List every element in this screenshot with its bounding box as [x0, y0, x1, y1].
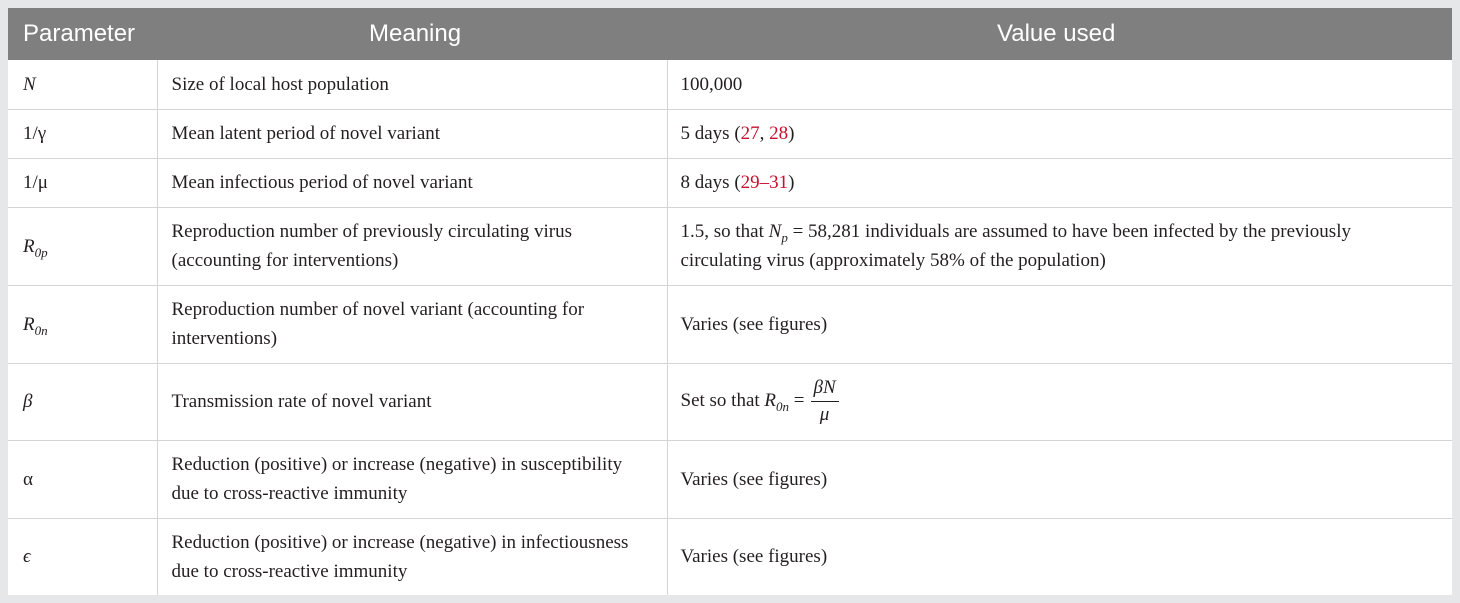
table-row	[8, 363, 1452, 440]
param-cell: α	[8, 440, 157, 518]
table-row	[8, 158, 1452, 207]
value-cell: 100,000	[667, 60, 1452, 109]
param-cell: β	[8, 363, 157, 440]
value-cell: Varies (see figures)	[680, 546, 828, 568]
param-cell: $R_{0n}$	[8, 285, 157, 363]
reference-link[interactable]: 28	[769, 123, 789, 144]
parameter-table-container	[8, 8, 1452, 595]
value-cell: 1.5, so that $N_p = 58,281$ individuals are assumed to have been infected by the previously circulating virus (approximately 58% of the population)	[667, 207, 1452, 285]
column-header-parameter: Parameter	[23, 20, 136, 47]
value-cell: Varies (see figures)	[667, 285, 1452, 363]
param-cell: N	[8, 60, 157, 109]
meaning-cell: Mean latent period of novel variant	[157, 109, 667, 158]
value-cell: 5 days (27, 28)	[667, 109, 1452, 158]
value-cell: Varies (see figures)	[667, 440, 1452, 518]
table-row	[8, 285, 1452, 363]
table-row	[8, 207, 1452, 285]
meaning-cell: Reproduction number of novel variant (accounting for interventions)	[157, 285, 667, 363]
table-row	[8, 440, 1452, 518]
reference-link[interactable]: 27	[740, 123, 760, 144]
table-row	[8, 60, 1452, 109]
param-cell: 1/μ	[8, 158, 157, 207]
meaning-cell: Reproduction number of previously circulating virus (accounting for interventions)	[157, 207, 667, 285]
meaning-cell: Transmission rate of novel variant	[157, 363, 667, 440]
reference-link[interactable]: 29–31	[740, 172, 789, 193]
meaning-cell: Size of local host population	[157, 60, 667, 109]
parameter-table	[8, 8, 1452, 595]
meaning-cell: Mean infectious period of novel variant	[157, 158, 667, 207]
value-cell: 8 days (29–31)	[667, 158, 1452, 207]
column-header-value: Value used	[997, 20, 1116, 47]
table-row	[8, 518, 1452, 595]
meaning-cell: Reduction (positive) or increase (negative) in infectiousness due to cross-reactive immunity	[157, 518, 667, 595]
param-cell: 1/γ	[8, 109, 157, 158]
param-cell: ϵ	[8, 518, 157, 595]
meaning-cell: Reduction (positive) or increase (negative) in susceptibility due to cross-reactive immunity	[157, 440, 667, 518]
fraction: $\frac{\beta N}{\mu}$	[811, 375, 839, 428]
table-row	[8, 109, 1452, 158]
value-cell: Set so that $R_{0n}$ = $\frac{\beta N}{\mu}$	[667, 363, 1452, 440]
param-cell: $R_{0p}$	[8, 207, 157, 285]
column-header-meaning: Meaning	[369, 20, 462, 47]
table-header-row	[8, 8, 1452, 60]
